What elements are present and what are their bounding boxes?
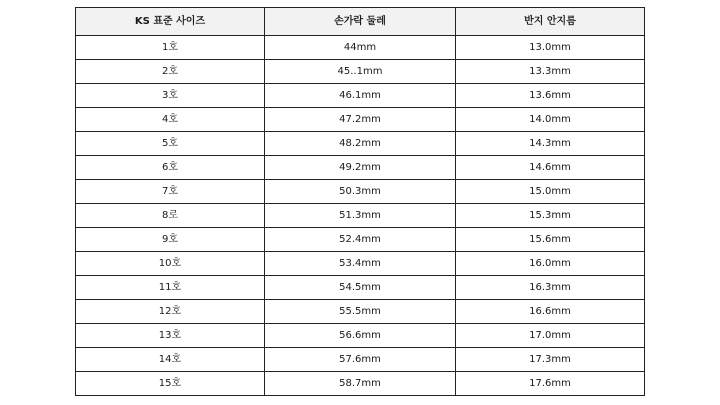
cell-inner-diameter: 15.3mm	[456, 204, 645, 228]
cell-size: 3호	[76, 84, 265, 108]
table-header	[76, 8, 645, 36]
cell-circumference: 54.5mm	[265, 276, 456, 300]
table-row	[76, 324, 645, 348]
table-row	[76, 108, 645, 132]
header-ks-standard-size: KS 표준 사이즈	[76, 8, 265, 36]
table-row	[76, 372, 645, 396]
cell-circumference: 51.3mm	[265, 204, 456, 228]
cell-size: 12호	[76, 300, 265, 324]
cell-size: 11호	[76, 276, 265, 300]
table-row	[76, 204, 645, 228]
ring-size-table-container	[75, 7, 644, 396]
cell-size: 7호	[76, 180, 265, 204]
table-row	[76, 132, 645, 156]
cell-circumference: 53.4mm	[265, 252, 456, 276]
cell-circumference: 50.3mm	[265, 180, 456, 204]
cell-size: 8로	[76, 204, 265, 228]
cell-circumference: 57.6mm	[265, 348, 456, 372]
cell-size: 9호	[76, 228, 265, 252]
table-row	[76, 36, 645, 60]
cell-inner-diameter: 17.3mm	[456, 348, 645, 372]
cell-inner-diameter: 16.6mm	[456, 300, 645, 324]
table-row	[76, 180, 645, 204]
table-body	[76, 36, 645, 396]
cell-size: 13호	[76, 324, 265, 348]
cell-circumference: 48.2mm	[265, 132, 456, 156]
cell-circumference: 55.5mm	[265, 300, 456, 324]
cell-inner-diameter: 14.0mm	[456, 108, 645, 132]
table-row	[76, 276, 645, 300]
cell-inner-diameter: 16.0mm	[456, 252, 645, 276]
table-row	[76, 156, 645, 180]
cell-circumference: 58.7mm	[265, 372, 456, 396]
cell-size: 2호	[76, 60, 265, 84]
cell-circumference: 52.4mm	[265, 228, 456, 252]
cell-inner-diameter: 13.6mm	[456, 84, 645, 108]
header-row	[76, 8, 645, 36]
table-row	[76, 60, 645, 84]
ring-size-table	[75, 7, 645, 396]
cell-circumference: 49.2mm	[265, 156, 456, 180]
table-row	[76, 300, 645, 324]
table-row	[76, 348, 645, 372]
cell-inner-diameter: 17.6mm	[456, 372, 645, 396]
cell-size: 6호	[76, 156, 265, 180]
cell-circumference: 46.1mm	[265, 84, 456, 108]
table-row	[76, 252, 645, 276]
cell-size: 4호	[76, 108, 265, 132]
cell-circumference: 56.6mm	[265, 324, 456, 348]
cell-size: 5호	[76, 132, 265, 156]
cell-size: 15호	[76, 372, 265, 396]
header-finger-circumference: 손가락 둘레	[265, 8, 456, 36]
cell-size: 1호	[76, 36, 265, 60]
table-row	[76, 228, 645, 252]
cell-circumference: 45..1mm	[265, 60, 456, 84]
cell-inner-diameter: 14.6mm	[456, 156, 645, 180]
cell-circumference: 44mm	[265, 36, 456, 60]
cell-size: 10호	[76, 252, 265, 276]
cell-inner-diameter: 14.3mm	[456, 132, 645, 156]
cell-inner-diameter: 16.3mm	[456, 276, 645, 300]
cell-inner-diameter: 13.3mm	[456, 60, 645, 84]
cell-inner-diameter: 17.0mm	[456, 324, 645, 348]
header-ring-inner-diameter: 반지 안지름	[456, 8, 645, 36]
cell-circumference: 47.2mm	[265, 108, 456, 132]
cell-inner-diameter: 13.0mm	[456, 36, 645, 60]
cell-inner-diameter: 15.6mm	[456, 228, 645, 252]
cell-size: 14호	[76, 348, 265, 372]
table-row	[76, 84, 645, 108]
cell-inner-diameter: 15.0mm	[456, 180, 645, 204]
